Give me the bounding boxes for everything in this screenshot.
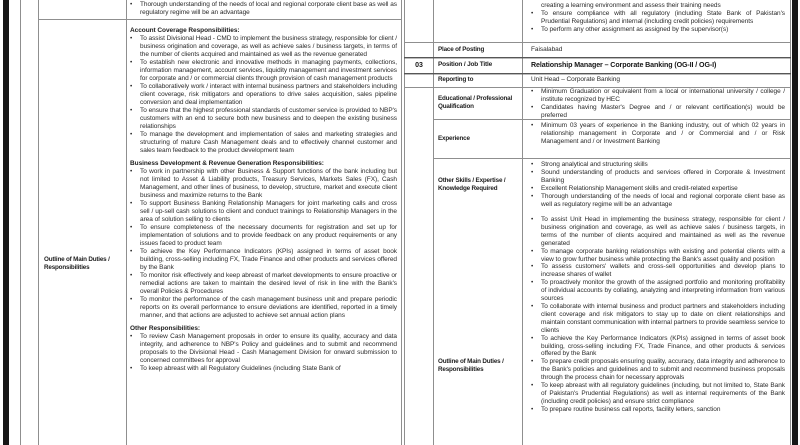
left-column-table: [20, 0, 402, 445]
bullet-marker: •: [130, 107, 133, 114]
bullet-text: To perform any other assignment as assigned by the supervisor(s): [541, 25, 729, 33]
bullet-marker: •: [531, 88, 534, 95]
other-skills-bullets: [523, 158, 790, 212]
duties-row-label: Outline of Main Duties / Responsibilities: [44, 256, 110, 271]
experience-label: Experience: [438, 134, 470, 142]
bullet-item: [130, 83, 397, 107]
bullet-item: [531, 10, 785, 26]
bullet-item: [531, 248, 785, 264]
bullet-marker: •: [531, 122, 534, 129]
bullet-text: To prepare routine business call reports, facility letters, sanction: [541, 405, 721, 413]
bullet-marker: •: [130, 365, 133, 372]
bullet-item: [531, 382, 785, 406]
bullet-marker: •: [531, 302, 534, 310]
bullet-text: To achieve the Key Performance Indicators (KPIs) assigned in terms of asset book building, cross-selling including FX, Trade Finance, and other products & services offered by the Bank: [541, 334, 785, 358]
bullet-marker: •: [130, 168, 133, 175]
bullet-item: [130, 131, 397, 155]
bullet-marker: •: [531, 161, 534, 168]
bullet-item: [531, 185, 785, 193]
bullet-marker: •: [531, 192, 534, 200]
outline-bullets: [523, 212, 790, 445]
bullet-text: Strong analytical and structuring skills: [541, 161, 648, 168]
bullet-item: [531, 279, 785, 303]
bullet-item: [531, 88, 785, 104]
place-of-posting-value: Faisalabad: [531, 45, 563, 53]
bullet-item: [531, 104, 785, 119]
bullet-item: [531, 26, 785, 34]
bullet-marker: •: [130, 296, 133, 303]
bullet-marker: •: [531, 358, 534, 366]
bullet-item: [130, 168, 397, 200]
page-fold-shadow-left: [3, 0, 9, 445]
bullet-item: [531, 358, 785, 382]
bullet-marker: •: [531, 184, 534, 192]
outline-label: Outline of Main Duties / Responsibilities: [438, 358, 504, 373]
experience-bullets: [523, 119, 790, 158]
grid-line: [790, 0, 791, 445]
bullet-item: [130, 59, 397, 83]
continuation-line: creating a learning environment and assess their training needs: [541, 2, 721, 9]
bullet-item: [531, 303, 785, 335]
page-fold-shadow-right: [792, 0, 798, 445]
bullet-text: Sound understanding of products and services offered in Corporate & Investment Banking: [541, 168, 785, 184]
bullet-item: [130, 1, 397, 17]
grid-line: [20, 0, 21, 445]
carryover-cell-right: [523, 0, 790, 42]
duties-section: [130, 160, 397, 320]
bullet-marker: •: [531, 247, 534, 255]
bullet-item: [531, 335, 785, 359]
bullet-text: To work in partnership with other Business & Support functions of the bank including but not limited to Asset & Liability products, Treasury Services, Markets Sales (FX), Cash Management, and other lines of business, to develop, structure, market and execute client business and maximize returns to the Bank: [140, 168, 397, 199]
bullet-marker: •: [130, 83, 133, 90]
bullet-item: [130, 224, 397, 248]
bullet-text: Minimum Graduation or equivalent from a local or international university / college / institute recognized by HEC: [541, 88, 785, 103]
bullet-text: To review Cash Management proposals in order to ensure its quality, accuracy and data integrity, and adherence to NBP's Policy and guidelines and to submit and recommend proposals to the Divisional Head - Cash Management Division for onward submission to concerned committees for approval: [140, 333, 397, 364]
bullet-item: [130, 296, 397, 320]
bullet-marker: •: [531, 263, 534, 271]
row-number: 03: [415, 61, 423, 69]
bullet-text: Excellent Relationship Management skills and credit-related expertise: [541, 184, 738, 192]
bullet-text: To support Business Banking Relationship Managers for joint marketing calls and cross sell / up-sell cash solutions to client and conduct trainings to Relationship Managers in the area of solution selling to clients: [140, 200, 397, 223]
bullet-text: Thorough understanding of the needs of local and regional corporate client base as well as regulatory regime will be an advantage: [140, 1, 397, 16]
section-heading: Other Responsibilities:: [130, 325, 201, 332]
bullet-text: To keep abreast with all Regulatory Guidelines (including State Bank of: [140, 365, 341, 372]
reporting-to-label: Reporting to: [438, 76, 474, 84]
education-bullets: [523, 87, 790, 119]
bullet-item: [531, 406, 785, 414]
bullet-text: Thorough understanding of the needs of local and regional corporate client base as well as regulatory regime will be an advantage: [541, 192, 785, 208]
bullet-text: To prepare credit proposals ensuring quality, accuracy, data integrity and adherence to the Bank's policies and guidelines and to submit and recommend business proposals through the process chain for necessary approvals: [541, 358, 785, 382]
bullet-text: To manage corporate banking relationships with existing and potential clients with a view to grow further business while protecting the Bank's asset quality and position: [541, 247, 785, 263]
grid-line: [401, 0, 402, 445]
bullet-marker: •: [531, 103, 534, 111]
bullet-text: To monitor the performance of the cash management business unit and prepare periodic reports on its overall performance to ensure deviations are identified, reported in a timely manner, and that actions are adjusted to achieve set annual action plans: [140, 296, 397, 319]
bullet-marker: •: [130, 131, 133, 138]
bullet-text: To collaboratively work / interact with internal business partners and stakeholders including client coverage, risk mitigators and operations to drive sales acquisition, sales pipeline conversion and deal implementation: [140, 83, 397, 106]
bullet-marker: •: [130, 248, 133, 255]
bullet-text: To collaborate with internal business and product partners and stakeholders including client coverage and risk mitigators to stay up to date on client relationships and maintain constant communication with internal partners to provide seamless service to clients: [541, 302, 785, 334]
bullet-marker: •: [130, 59, 133, 66]
bullet-text: To assess customers' wallets and cross-sell opportunities and develop plans to increase shares of wallet: [541, 263, 785, 279]
bullet-marker: •: [531, 405, 534, 413]
bullet-item: [531, 161, 785, 169]
education-label: Educational / Professional Qualification: [438, 95, 513, 110]
bullet-marker: •: [130, 1, 133, 8]
bullet-marker: •: [130, 224, 133, 231]
bullet-marker: •: [531, 382, 534, 390]
bullet-text: To ensure that the highest professional standards of customer service is provided to NBP's customers with an end to secure both new business and to deepen the existing business relationships: [140, 107, 397, 130]
bullet-text: Minimum 03 years of experience in the Banking industry, out of which 02 years in relationship management in Corporate and / or Commercial and / or Risk Management and / or Investment Banking: [541, 122, 785, 145]
bullet-text: To manage the development and implementation of sales and marketing strategies and structuring of mature Cash Management deals and to effectively channel customer and sales team feedback to the product development team: [140, 131, 397, 154]
place-of-posting-label: Place of Posting: [438, 45, 485, 53]
carryover-cell-left: [127, 0, 401, 19]
bullet-marker: •: [130, 333, 133, 340]
bullet-marker: •: [531, 216, 534, 223]
bullet-marker: •: [130, 200, 133, 207]
duties-section: [130, 325, 397, 373]
bullet-text: To assist Unit Head in implementing the business strategy, responsible for client / business origination and coverage, as well as achieve sales / business targets, in terms of the number of clients acquired and maintained as well as the revenue generated: [541, 216, 785, 247]
bullet-text: To assist Divisional Head - CMD to implement the business strategy, responsible for client / business origination and coverage, as well as achieve sales / business targets, in terms of the number of clients acquired and maintained as well as the revenue generated: [140, 35, 397, 58]
position-label: Position / Job Title: [438, 61, 493, 69]
bullet-text: To establish new electronic and innovative methods in managing payments, collections, information management, account services, liquidity management and investment services for corporate and / or commercial clients through provision of cash management products: [140, 59, 397, 82]
bullet-item: [130, 272, 397, 296]
bullet-item: [130, 248, 397, 272]
bullet-item: [531, 122, 785, 146]
bullet-text: To ensure completeness of the necessary documents for registration and set up for implementation of solutions and to provide feedback on any product requirements or any issues faced to product team: [140, 224, 397, 247]
bullet-text: To proactively monitor the growth of the assigned portfolio and monitoring profitability of individual accounts by collating, analyzing and interpreting information from various sources: [541, 279, 785, 303]
right-column-table: [404, 0, 791, 445]
bullet-text: To achieve the Key Performance Indicators (KPIs) assigned in terms of asset book building, cross-selling including FX, Trade Finance and other products and services offered by the Bank: [140, 248, 397, 271]
duties-row-content: [127, 20, 401, 445]
bullet-text: To ensure compliance with all regulatory (including State Bank of Pakistan's Prudential Regulations) and internal (including credit policies) requirements: [541, 9, 785, 25]
bullet-marker: •: [531, 25, 534, 33]
section-heading: Account Coverage Responsibilities:: [130, 27, 240, 34]
bullet-item: [531, 169, 785, 185]
reporting-to-value: Unit Head – Corporate Banking: [531, 76, 620, 84]
bullet-text: Candidates having Master's Degree and / or relevant certification(s) would be preferred: [541, 103, 785, 119]
bullet-item: [130, 107, 397, 131]
bullet-item: [531, 216, 785, 248]
bullet-item: [531, 193, 785, 209]
other-skills-label: Other Skills / Expertise / Knowledge Required: [438, 177, 506, 192]
bullet-marker: •: [130, 272, 133, 279]
bullet-item: [130, 365, 397, 373]
carryover-bullets: [531, 10, 785, 34]
bullet-item: [130, 200, 397, 224]
position-value: Relationship Manager – Corporate Banking (OG-II / OG-I): [531, 61, 717, 69]
section-heading: Business Development & Revenue Generation Responsibilities:: [130, 160, 324, 167]
bullet-text: To keep abreast with all regulatory guidelines (including, but not limited to, State Bank of Pakistan's Prudential Regulations) as well as internal requirements of the Bank (including credit policies) and ensure strict compliance: [541, 382, 785, 405]
bullet-marker: •: [531, 279, 534, 287]
bullet-item: [130, 333, 397, 365]
bullet-marker: •: [531, 168, 534, 176]
bullet-marker: •: [130, 35, 133, 42]
duties-section: [130, 27, 397, 155]
bullet-text: To monitor risk effectively and keep abreast of market developments to ensure proactive or remedial actions are taken to maintain the desired level of risk in line with the Bank's overall Policies & Procedures: [140, 272, 397, 295]
bullet-marker: •: [531, 9, 534, 17]
bullet-item: [531, 263, 785, 279]
bullet-marker: •: [531, 334, 534, 342]
bullet-item: [130, 35, 397, 59]
